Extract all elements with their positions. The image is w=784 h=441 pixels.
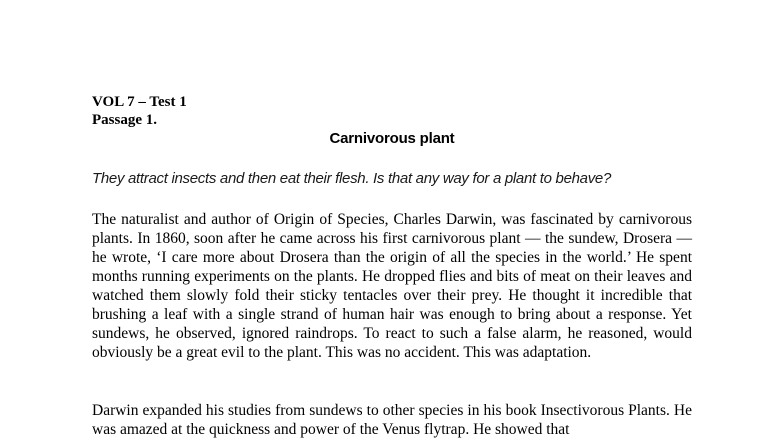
- paragraph-2: Darwin expanded his studies from sundews to other species in his book Insectivorous Plants. He was amazed at the quickness and power of the Venus flytrap. He showed that: [92, 402, 692, 438]
- passage-subtitle: They attract insects and then eat their flesh. Is that any way for a plant to behave?: [92, 170, 611, 187]
- document-header: [92, 93, 187, 129]
- volume-test-label: VOL 7 – Test 1: [92, 94, 187, 110]
- paragraph-1: The naturalist and author of Origin of Species, Charles Darwin, was fascinated by carnivorous plants. In 1860, soon after he came across his first carnivorous plant — the sundew, Drosera — he wrote, ‘I care more about Drosera than the origin of all the species in the world.’ He spent months running experiments on the plants. He dropped flies and bits of meat on their leaves and watched them slowly fold their sticky tentacles over their prey. He thought it incredible that brushing a leaf with a single strand of human hair was enough to bring about a response. Yet sundews, he observed, ignored raindrops. To react to such a false alarm, he reasoned, would obviously be a great evil to the plant. This was no accident. This was adaptation.: [92, 211, 692, 361]
- passage-label: Passage 1.: [92, 112, 157, 128]
- passage-title: Carnivorous plant: [329, 130, 455, 147]
